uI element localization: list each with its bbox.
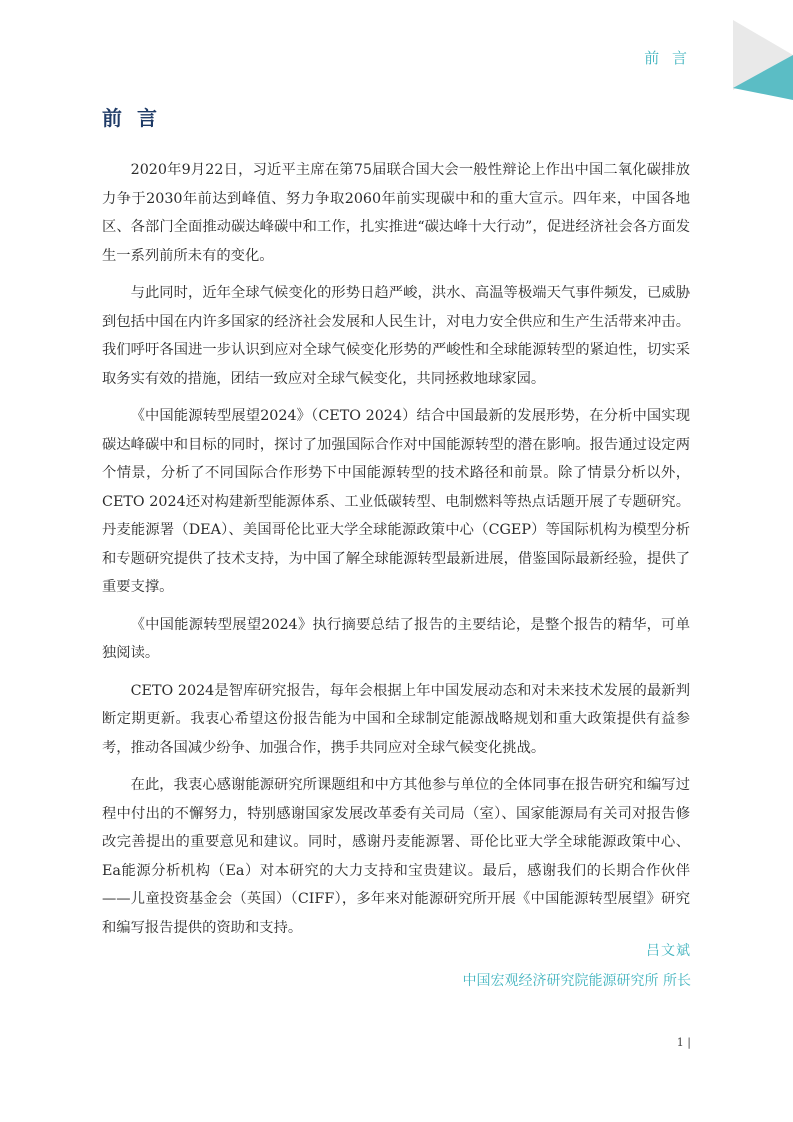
paragraph: 《中国能源转型展望2024》执行摘要总结了报告的主要结论，是整个报告的精华，可单独阅读。	[102, 616, 690, 661]
running-header: 前 言	[644, 49, 691, 67]
paragraph: 在此，我衷心感谢能源研究所课题组和中方其他参与单位的全体同事在报告研究和编写过程中付出的不懈努力，特别感谢国家发展改革委有关司局（室）、国家能源局有关司对报告修改完善提出的重要意见和建议。同时，感谢丹麦能源署、哥伦比亚大学全球能源政策中心、Ea能源分析机构（Ea）对本研究的大力支持和宝贵建议。最后，感谢我们的长期合作伙伴——儿童投资基金会（英国）（CIFF），多年来对能源研究所开展《中国能源转型展望》研究和编写报告提供的资助和支持。	[102, 777, 690, 936]
corner-decoration	[733, 0, 793, 110]
page-title: 前 言	[102, 106, 161, 130]
paragraph: CETO 2024是智库研究报告，每年会根据上年中国发展动态和对未来技术发展的最新判断定期更新。我衷心希望这份报告能为中国和全球制定能源战略规划和重大政策提供有益参考，推动各国减少纷争、加强合作，携手共同应对全球气候变化挑战。	[102, 682, 690, 756]
signature-name: 吕文斌	[646, 943, 691, 959]
preface-body	[102, 156, 690, 951]
signature-title: 中国宏观经济研究院能源研究所 所长	[462, 973, 691, 989]
paragraph: 2020年9月22日，习近平主席在第75届联合国大会一般性辩论上作出中国二氧化碳排放力争于2030年前达到峰值、努力争取2060年前实现碳中和的重大宣示。四年来，中国各地区、各部门全面推动碳达峰碳中和工作，扎实推进“碳达峰十大行动”，促进经济社会各方面发生一系列前所未有的变化。	[102, 162, 690, 264]
page-number: 1 |	[676, 1036, 691, 1049]
paragraph: 与此同时，近年全球气候变化的形势日趋严峻，洪水、高温等极端天气事件频发，已威胁到包括中国在内许多国家的经济社会发展和人民生计，对电力安全供应和生产生活带来冲击。我们呼吁各国进一步认识到应对全球气候变化形势的严峻性和全球能源转型的紧迫性，切实采取务实有效的措施，团结一致应对全球气候变化，共同拯救地球家园。	[102, 285, 690, 387]
paragraph: 《中国能源转型展望2024》（CETO 2024）结合中国最新的发展形势，在分析中国实现碳达峰碳中和目标的同时，探讨了加强国际合作对中国能源转型的潜在影响。报告通过设定两个情景，分析了不同国际合作形势下中国能源转型的技术路径和前景。除了情景分析以外，CETO 2024还对构建新型能源体系、工业低碳转型、电制燃料等热点话题开展了专题研究。丹麦能源署（DEA）、美国哥伦比亚大学全球能源政策中心（CGEP）等国际机构为模型分析和专题研究提供了技术支持，为中国了解全球能源转型最新进展，借鉴国际最新经验，提供了重要支撑。	[102, 408, 690, 595]
